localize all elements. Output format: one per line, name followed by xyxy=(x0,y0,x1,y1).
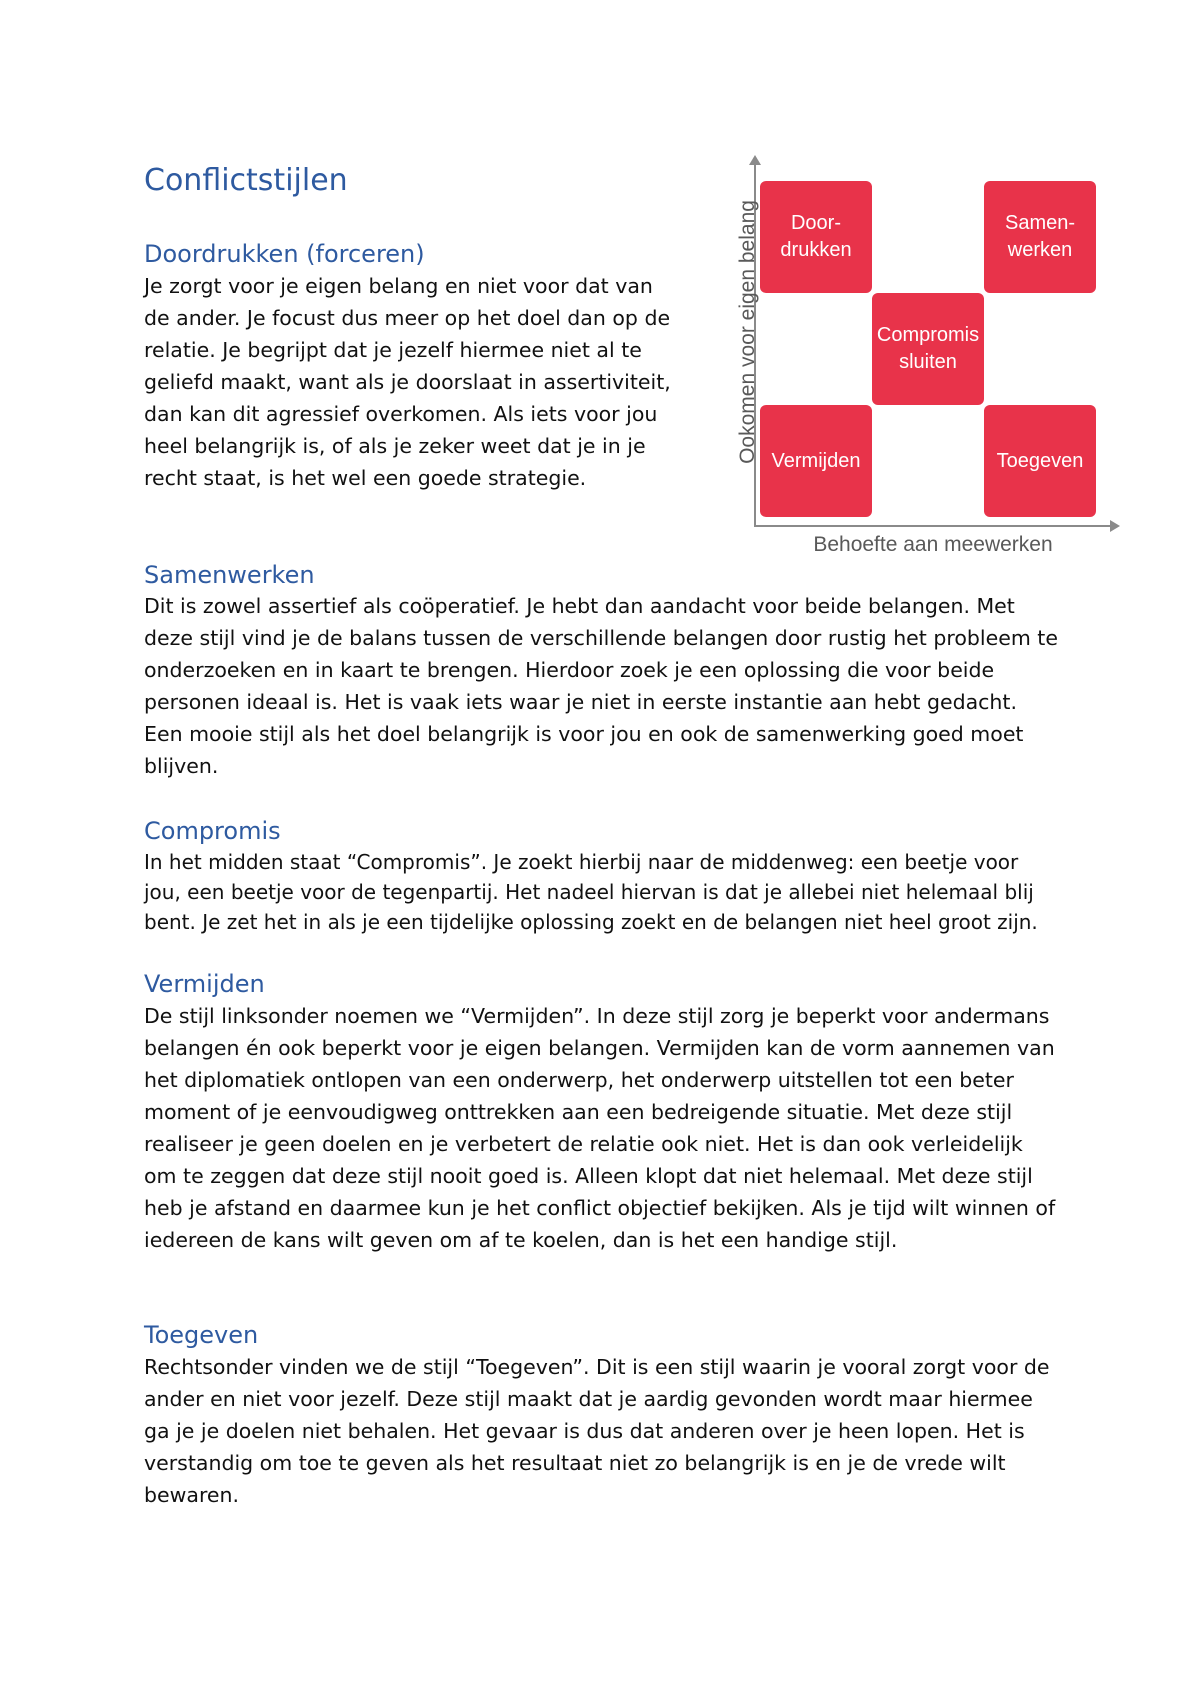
cell-toegeven xyxy=(984,405,1096,517)
cell-compromis-line-2: sluiten xyxy=(899,351,957,373)
cell-toegeven-line-1: Toegeven xyxy=(996,449,1084,472)
conflict-styles-diagram xyxy=(710,155,1130,555)
cell-doordrukken-line-2: drukken xyxy=(780,239,852,261)
heading-samenwerken: Samenwerken xyxy=(144,561,315,589)
paragraph-samenwerken: Dit is zowel assertief als coöperatief. Je hebt dan aandacht voor beide belangen. Met deze stijl vind je de balans tussen de verschillende belangen door rustig het probleem te onderzoeken en in kaart te brengen. Hierdoor zoek je een oplossing die voor beide personen ideaal is. Het is vaak iets waar je niet in eerste instantie aan hebt gedacht. Een mooie stijl als het doel belangrijk is voor jou en ook de samenwerking goed moet blijven. xyxy=(144,594,1058,778)
heading-compromis: Compromis xyxy=(144,817,281,845)
x-axis xyxy=(754,525,1112,527)
paragraph-doordrukken: Je zorgt voor je eigen belang en niet voor dat van de ander. Je focust dus meer op het doel dan op de relatie. Je begrijpt dat je jezelf hiermee niet al te geliefd maakt, want als je doorslaat in assertiviteit, dan kan dit agressief overkomen. Als iets voor jou heel belangrijk is, of als je zeker weet dat je in je recht staat, is het wel een goede strategie. xyxy=(144,274,671,490)
cell-compromis-line-1: Compromis xyxy=(876,324,980,346)
paragraph-vermijden: De stijl linksonder noemen we “Vermijden”. In deze stijl zorg je beperkt voor andermans belangen én ook beperkt voor je eigen belangen. Vermijden kan de vorm aannemen van het diplomatiek ontlopen van een onderwerp, het onderwerp uitstellen tot een beter moment of je eenvoudigweg onttrekken aan een bedreigende situatie. Met deze stijl realiseer je geen doelen en je verbetert de relatie ook niet. Het is dan ook verleidelijk om te zeggen dat deze stijl nooit goed is. Alleen klopt dat niet helemaal. Met deze stijl heb je afstand en daarmee kun je het conflict objectief bekijken. Als je tijd wilt winnen of iedereen de kans wilt geven om af te koelen, dan is het een handige stijl. xyxy=(144,1004,1056,1252)
paragraph-compromis: In het midden staat “Compromis”. Je zoekt hierbij naar de middenweg: een beetje voor jou, een beetje voor de tegenpartij. Het nadeel hiervan is dat je allebei niet helemaal blij bent. Je zet het in als je een tijdelijke oplossing zoekt en de belangen niet heel groot zijn. xyxy=(144,850,1038,934)
cell-compromis xyxy=(872,293,984,405)
paragraph-toegeven: Rechtsonder vinden we de stijl “Toegeven”. Dit is een stijl waarin je vooral zorgt voor de ander en niet voor jezelf. Deze stijl maakt dat je aardig gevonden wordt maar hiermee ga je je doelen niet behalen. Het gevaar is dus dat anderen over je heen lopen. Het is verstandig om toe te geven als het resultaat niet zo belangrijk is en je de vrede wilt bewaren. xyxy=(144,1355,1050,1507)
cell-samenwerken-line-2: werken xyxy=(1007,239,1073,261)
heading-doordrukken: Doordrukken (forceren) xyxy=(144,240,425,268)
heading-vermijden: Vermijden xyxy=(144,970,265,998)
cell-doordrukken-line-1: Door- xyxy=(790,212,841,234)
cell-vermijden xyxy=(760,405,872,517)
page-title: Conflictstijlen xyxy=(144,163,348,198)
cell-vermijden-line-1: Vermijden xyxy=(771,449,861,472)
x-axis-arrow-icon xyxy=(1110,520,1120,532)
heading-toegeven: Toegeven xyxy=(144,1321,259,1349)
cell-samenwerken-line-1: Samen- xyxy=(1004,212,1076,234)
y-axis-label: Ookomen voor eigen belang xyxy=(736,200,759,464)
x-axis-label: Behoefte aan meewerken xyxy=(813,533,1053,556)
cell-doordrukken xyxy=(760,181,872,293)
cell-samenwerken xyxy=(984,181,1096,293)
